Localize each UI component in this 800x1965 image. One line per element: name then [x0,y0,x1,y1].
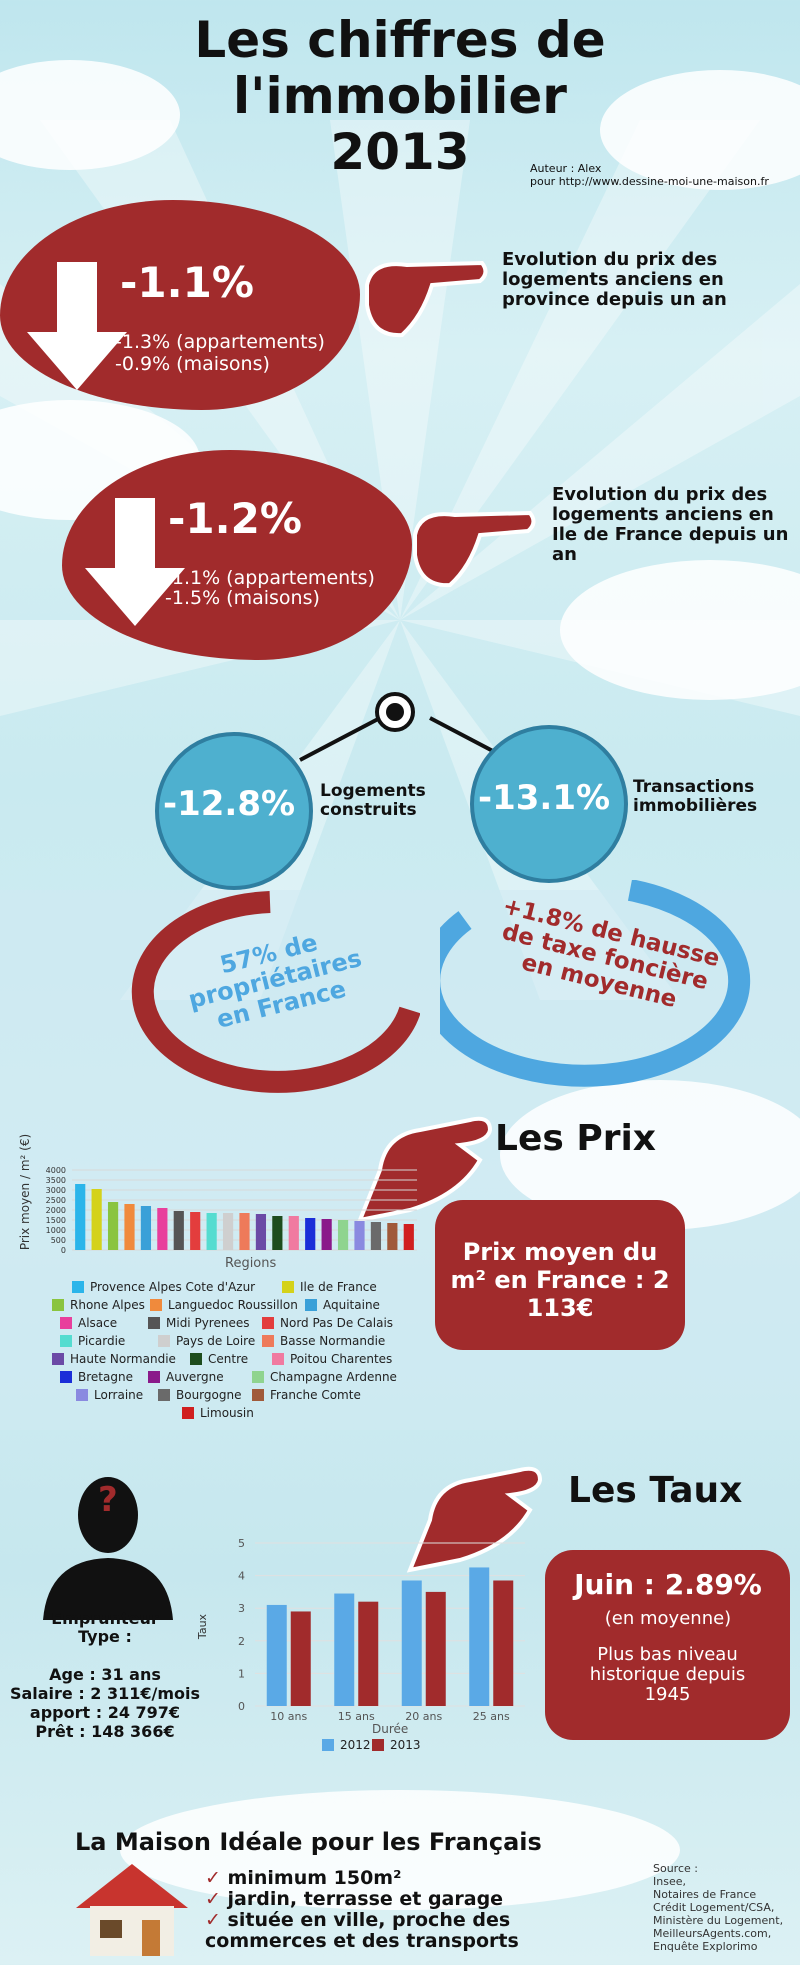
y-tick-label: 3 [238,1602,245,1616]
y-tick-label: 3500 [45,1176,66,1185]
bar-2012-15-ans [334,1594,354,1706]
bar-haute-normandie [256,1214,266,1250]
legend-swatch [52,1299,64,1311]
legend-swatch [252,1389,264,1401]
legend-label: Champagne Ardenne [270,1370,397,1384]
prix-chart [10,1148,430,1278]
legend-swatch [272,1353,284,1365]
legend-swatch [372,1739,384,1751]
bar-2012-10-ans [267,1605,287,1706]
legend-label: Provence Alpes Cote d'Azur [90,1280,256,1294]
legend-item [148,1370,224,1384]
bar-champagne-ardenne [338,1220,348,1250]
bar-bretagne [305,1218,315,1250]
bar-ile-de-france [92,1189,102,1250]
borrower-title: Emprunteur Type : [51,1609,159,1646]
legend-label: Pays de Loire [176,1334,256,1348]
y-tick-label: 1 [238,1667,245,1681]
question-mark-icon: ? [98,1480,118,1520]
legend-swatch [182,1407,194,1419]
page-title [0,12,800,180]
idf-caption: Evolution du prix des logements anciens en Ile de France depuis un an [552,484,789,565]
taux-x-axis-label: Durée [372,1722,409,1736]
legend-item [282,1280,377,1294]
legend-label: Auvergne [166,1370,224,1384]
legend-item [52,1352,176,1366]
legend-label: Lorraine [94,1388,144,1402]
bar-basse-normandie [239,1213,249,1250]
legend-label: Poitou Charentes [290,1352,393,1366]
bar-2012-25-ans [469,1567,489,1706]
legend-label: Alsace [78,1316,118,1330]
y-tick-label: 3000 [45,1186,66,1195]
legend-swatch [148,1371,160,1383]
legend-item [60,1334,125,1348]
bar-provence-alpes-cote-d-azur [75,1184,85,1250]
borrower-deposit: apport : 24 797€ [29,1703,181,1722]
legend-label: Aquitaine [323,1298,380,1312]
legend-label: Languedoc Roussillon [168,1298,298,1312]
bar-2013-15-ans [358,1602,378,1706]
legend-item [272,1352,392,1366]
legend-label: Rhone Alpes [70,1298,145,1312]
borrower-salary: Salaire : 2 311€/mois [9,1684,201,1703]
legend-swatch [190,1353,202,1365]
author-name: Auteur : Alex [530,162,602,175]
idf-apartments: -1.1% (appartements) [165,567,375,589]
y-tick-label: 500 [50,1236,66,1245]
legend-swatch [76,1389,88,1401]
maison-item-text: située en ville, proche des commerces et des transports [205,1909,519,1952]
taux-y-axis-label: Taux [196,1613,210,1640]
x-tick-label: 10 ans [270,1710,308,1723]
prix-average-text: Prix moyen du m² en France : 2 113€ [450,1238,670,1322]
province-houses: -0.9% (maisons) [115,353,270,375]
legend-swatch [60,1371,72,1383]
maison-list [205,1868,565,1952]
legend-swatch [158,1389,170,1401]
source-list [653,1862,783,1953]
checkmark-icon: ✓ [205,1909,228,1931]
legend-label: Haute Normandie [70,1352,176,1366]
legend-label: Midi Pyrenees [166,1316,250,1330]
bar-2013-20-ans [426,1592,446,1706]
legend-item [72,1280,255,1294]
tax-text: +1.8% de hausse de taxe foncière en moyenne [499,893,723,1014]
y-tick-label: 2500 [45,1196,66,1205]
maison-item-text: minimum 150m² [227,1867,402,1889]
legend-item [182,1406,254,1420]
legend-item [158,1334,255,1348]
legend-swatch [150,1299,162,1311]
legend-item [76,1388,143,1402]
house-icon [70,1860,195,1960]
legend-swatch [52,1353,64,1365]
bar-alsace [157,1208,167,1250]
source-line: Ministère du Logement, [653,1914,784,1927]
idf-main-value: -1.2% [168,494,302,543]
bar-auvergne [322,1219,332,1250]
y-tick-label: 1500 [45,1216,66,1225]
y-tick-label: 5 [238,1537,245,1550]
prix-y-axis-label: Prix moyen / m² (€) [18,1133,32,1251]
legend-item [252,1370,397,1384]
bar-franche-comte [387,1223,397,1250]
legend-label: Ile de France [300,1280,377,1294]
y-tick-label: 2 [238,1634,245,1648]
source-line: Source : [653,1862,698,1875]
bar-2013-25-ans [493,1580,513,1706]
x-tick-label: 20 ans [405,1710,443,1723]
taux-average-note: (en moyenne) [604,1608,732,1629]
taux-chart [200,1530,540,1760]
legend-item [252,1388,361,1402]
legend-swatch [60,1335,72,1347]
author-credit [530,162,769,188]
legend-item [190,1352,248,1366]
y-tick-label: 4 [238,1569,245,1583]
y-tick-label: 0 [60,1246,66,1255]
province-caption: Evolution du prix des logements anciens en province depuis un an [502,249,727,310]
transactions-label: Transactions immobilières [633,777,758,816]
y-tick-label: 4000 [45,1166,66,1175]
source-line: MeilleursAgents.com, [653,1927,772,1940]
pointing-hand-icon [362,245,492,345]
title-line: l'immobilier [233,67,567,125]
taux-historic-note: Plus bas niveau historique depuis 1945 [589,1644,746,1705]
borrower-age: Age : 31 ans [49,1665,161,1684]
legend-swatch [148,1317,160,1329]
checkmark-icon: ✓ [205,1888,228,1910]
legend-item [52,1298,145,1312]
maison-heading: La Maison Idéale pour les Français [75,1828,542,1856]
legend-swatch [262,1317,274,1329]
legend-item [262,1334,385,1348]
legend-swatch [282,1281,294,1293]
legend-item [158,1388,241,1402]
taux-legend-2013 [372,1738,421,1752]
legend-label: Nord Pas De Calais [280,1316,394,1330]
housing-built-value: -12.8% [163,784,296,824]
legend-swatch [72,1281,84,1293]
legend-label: Bretagne [78,1370,133,1384]
maison-item [205,1910,565,1952]
source-line: Enquête Explorimo [653,1940,758,1953]
title-line: Les chiffres de [194,11,606,69]
legend-item [148,1316,249,1330]
legend-label: Franche Comte [270,1388,361,1402]
bar-centre [272,1216,282,1250]
legend-swatch [252,1371,264,1383]
legend-label: Limousin [200,1406,254,1420]
source-line: Insee, [653,1875,686,1888]
bar-rhone-alpes [108,1202,118,1250]
y-tick-label: 1000 [45,1226,66,1235]
taux-heading: Les Taux [568,1470,743,1511]
idf-houses: -1.5% (maisons) [165,587,320,609]
bar-aquitaine [141,1206,151,1250]
prix-heading: Les Prix [495,1118,657,1159]
legend-swatch [305,1299,317,1311]
taux-legend-2012 [322,1738,371,1752]
bar-limousin [404,1224,414,1250]
connector-lines [0,690,800,790]
legend-item [150,1298,298,1312]
legend-item [60,1316,117,1330]
province-main-value: -1.1% [120,258,254,307]
bar-nord-pas-de-calais [190,1212,200,1250]
bar-languedoc-roussillon [124,1204,134,1250]
maison-item-text: jardin, terrasse et garage [227,1888,504,1910]
source-line: Crédit Logement/CSA, [653,1901,775,1914]
legend-label: 2012 [340,1738,371,1752]
legend-swatch [158,1335,170,1347]
maison-item [205,1889,565,1910]
checkmark-icon: ✓ [205,1867,228,1889]
bar-picardie [207,1213,217,1250]
pointing-hand-icon [410,495,540,595]
bar-2012-20-ans [402,1580,422,1706]
legend-swatch [322,1739,334,1751]
bar-poitou-charentes [289,1216,299,1250]
legend-label: Picardie [78,1334,126,1348]
legend-label: Basse Normandie [280,1334,386,1348]
housing-built-label: Logements construits [320,781,426,820]
legend-label: 2013 [390,1738,421,1752]
legend-item [262,1316,393,1330]
y-tick-label: 0 [238,1700,245,1713]
province-apartments: -1.3% (appartements) [115,331,325,353]
legend-label: Bourgogne [176,1388,242,1402]
bar-midi-pyrenees [174,1211,184,1250]
transactions-value: -13.1% [478,778,611,818]
legend-swatch [262,1335,274,1347]
author-url: pour http://www.dessine-moi-une-maison.fr [530,175,769,188]
legend-swatch [60,1317,72,1329]
legend-label: Centre [208,1352,249,1366]
prix-x-axis-label: Regions [225,1256,277,1271]
bar-pays-de-loire [223,1213,233,1250]
legend-item [305,1298,380,1312]
borrower-loan: Prêt : 148 366€ [35,1722,175,1741]
x-tick-label: 25 ans [472,1710,510,1723]
x-tick-label: 15 ans [337,1710,375,1723]
taux-june-rate: Juin : 2.89% [574,1568,762,1601]
owners-text: 57% de propriétaires en France [185,928,365,1034]
maison-item [205,1868,565,1889]
legend-item [60,1370,133,1384]
bar-lorraine [354,1221,364,1250]
y-tick-label: 2000 [45,1206,66,1215]
title-line: 2013 [330,123,470,181]
bar-2013-10-ans [291,1611,311,1706]
source-line: Notaires de France [653,1888,757,1901]
bar-bourgogne [371,1222,381,1250]
